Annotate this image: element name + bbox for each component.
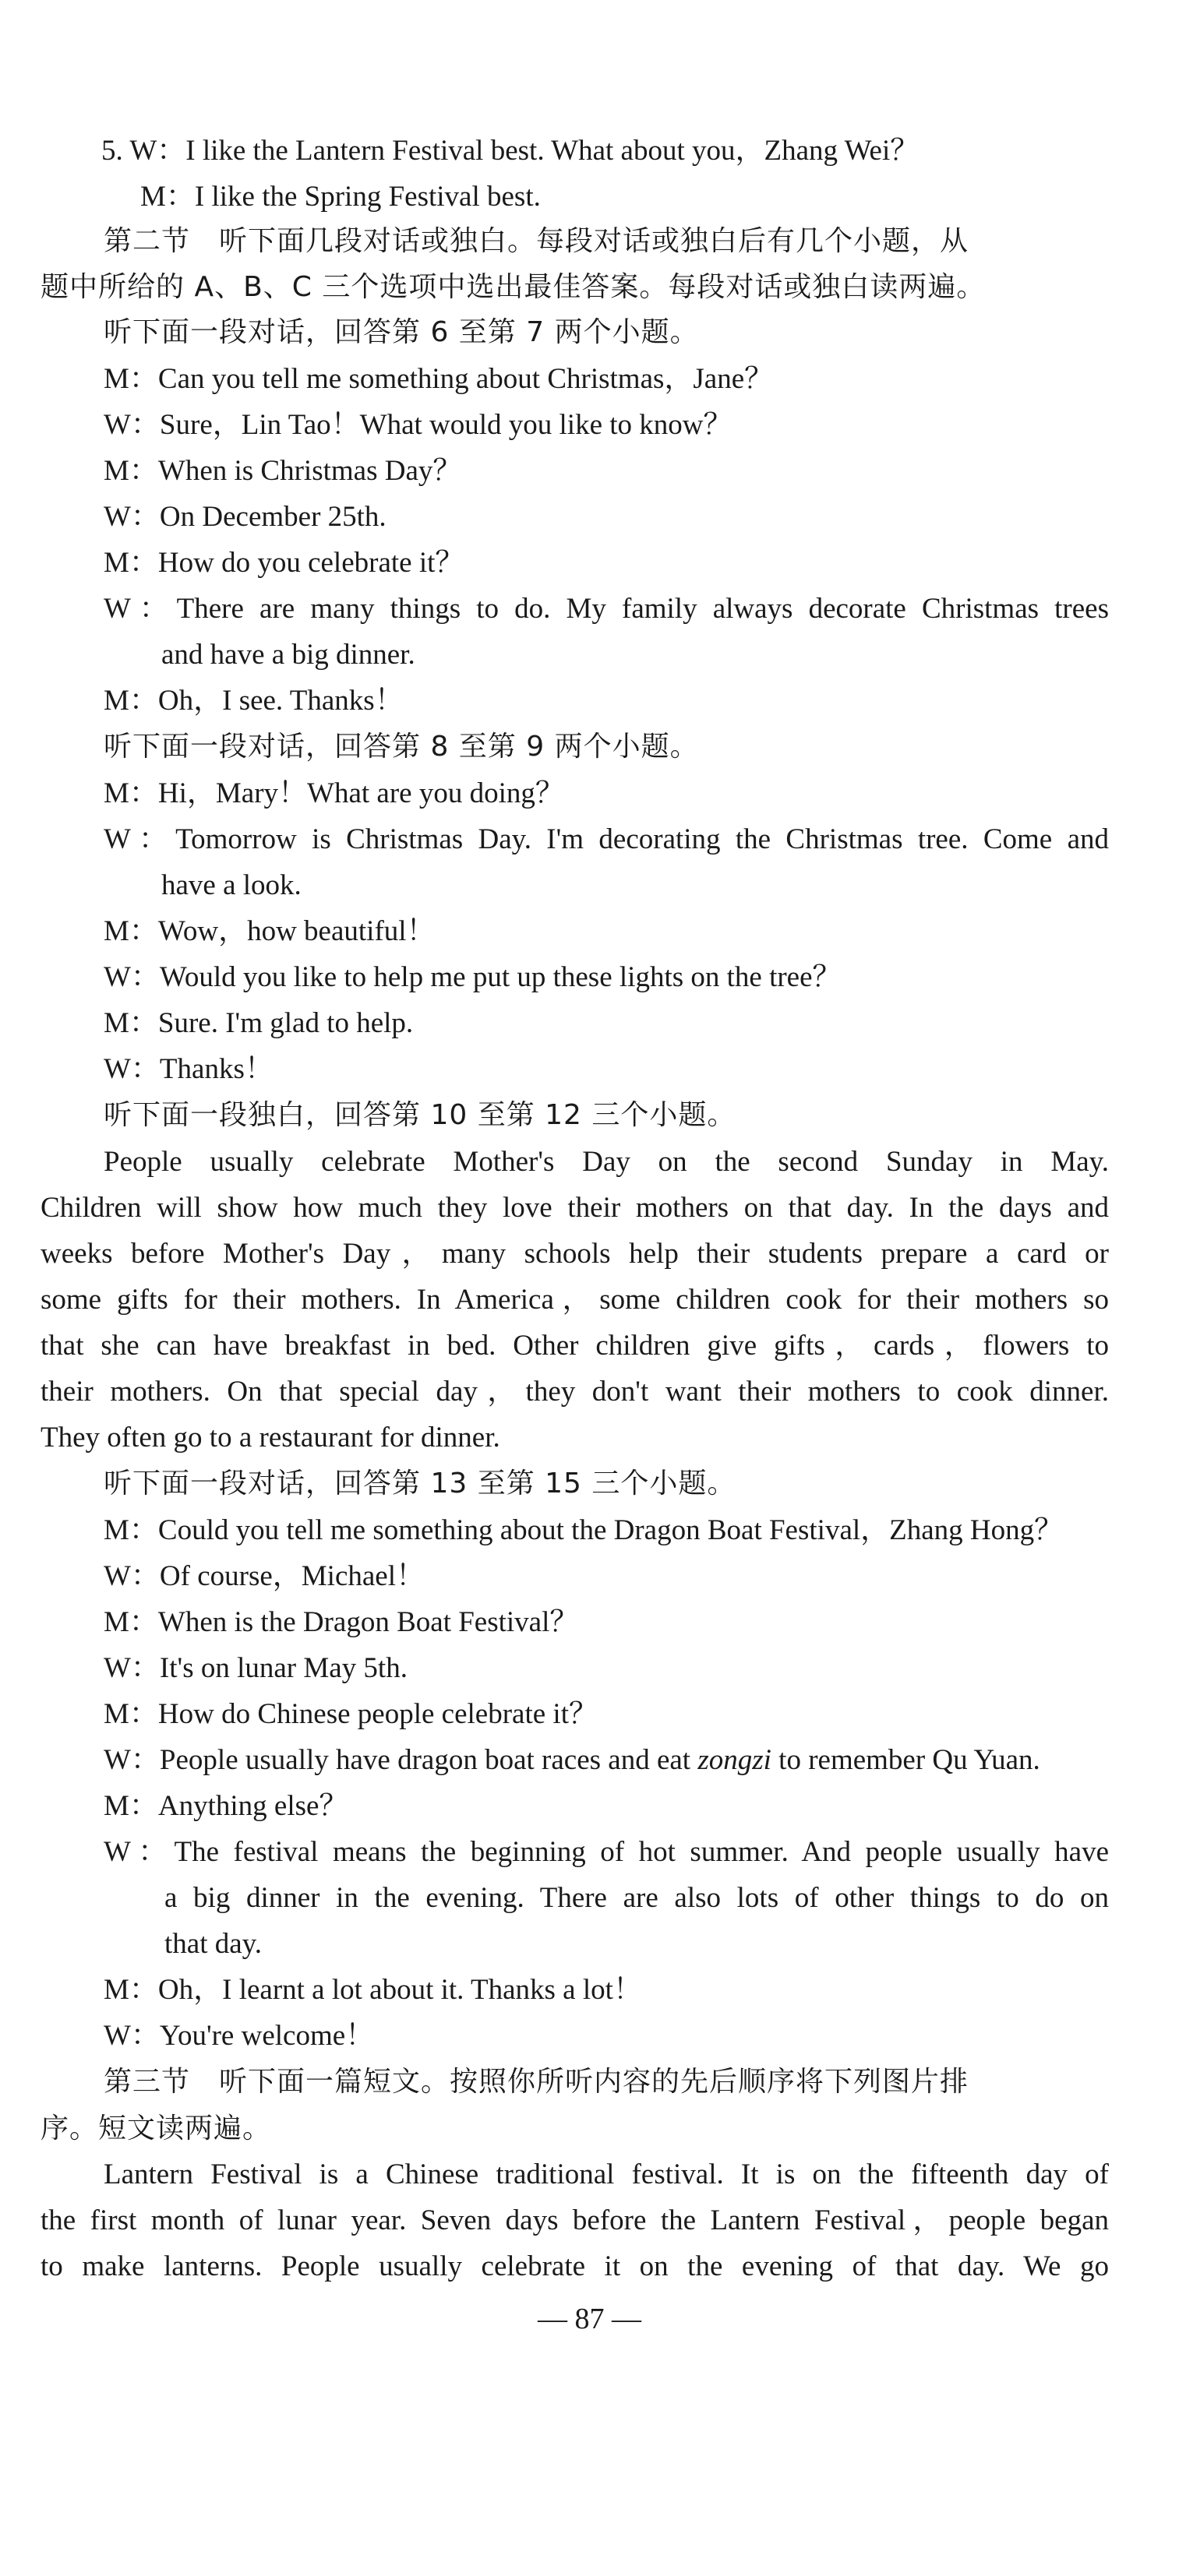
section-2-heading: 第二节 听下面几段对话或独白。每段对话或独白后有几个小题，从 [104,225,969,257]
dialogue-line: M：Sure. I'm glad to help. [104,1007,414,1039]
dialogue-line: W：It's on lunar May 5th. [104,1652,408,1684]
dialogue-line: M：Could you tell me something about the Dragon Boat Festival，Zhang Hong？ [104,1514,1064,1546]
dialogue-line-cont: a big dinner in the evening. There are also lots of other things to do on [164,1882,1109,1914]
section-3-heading: 第三节 听下面一篇短文。按照你所听内容的先后顺序将下列图片排 [104,2066,969,2098]
dialogue-line: M：Oh，I see. Thanks！ [104,685,404,717]
passage-line: Lantern Festival is a Chinese traditional festival. It is on the fifteenth day of [104,2158,1109,2190]
dialogue-line: M：Wow，how beautiful！ [104,915,436,947]
monologue-line: People usually celebrate Mother's Day on the second Sunday in May. [104,1146,1109,1178]
dialogue-line: M：Anything else？ [104,1790,348,1822]
dialogue-line: W：Tomorrow is Christmas Day. I'm decorating the Christmas tree. Come and [104,823,1109,855]
italic-word-zongzi: zongzi [697,1744,771,1776]
passage-line: the first month of lunar year. Seven days before the Lantern Festival，people began [41,2204,1109,2236]
dialogue-text: to remember Qu Yuan. [771,1744,1040,1776]
dialogue-line: M：Oh，I learnt a lot about it. Thanks a lot！ [104,1974,642,2006]
section-2-heading-cont: 题中所给的 A、B、C 三个选项中选出最佳答案。每段对话或独白读两遍。 [41,271,986,303]
dialogue-line: M：When is the Dragon Boat Festival？ [104,1606,579,1638]
dialogue-line: M：When is Christmas Day？ [104,455,462,487]
monologue-line: Children will show how much they love their mothers on that day. In the days and [41,1192,1109,1224]
passage-line: to make lanterns. People usually celebrate it on the evening of that day. We go [41,2250,1109,2282]
section-3-heading-cont: 序。短文读两遍。 [41,2113,272,2144]
instruction-q13-15: 听下面一段对话，回答第 13 至第 15 三个小题。 [104,1468,736,1499]
dialogue-line: W：Of course，Michael！ [104,1560,425,1592]
instruction-q10-12: 听下面一段独白，回答第 10 至第 12 三个小题。 [104,1099,736,1131]
dialogue-line: W：You're welcome！ [104,2020,375,2052]
monologue-line: They often go to a restaurant for dinner. [41,1422,500,1454]
monologue-line: their mothers. On that special day，they don't want their mothers to cook dinner. [41,1376,1109,1408]
dialogue-line: W：The festival means the beginning of hot summer. And people usually have [104,1836,1109,1868]
monologue-line: some gifts for their mothers. In America，some children cook for their mothers so [41,1284,1109,1316]
monologue-line: weeks before Mother's Day，many schools help their students prepare a card or [41,1238,1109,1270]
dialogue-line: W：Would you like to help me put up these lights on the tree？ [104,961,842,993]
line-dialogue-5-w: 5. W：I like the Lantern Festival best. What about you，Zhang Wei？ [101,135,920,167]
line-dialogue-5-m: M：I like the Spring Festival best. [140,181,541,213]
dialogue-line: M：How do you celebrate it？ [104,547,464,579]
dialogue-line: M：Can you tell me something about Christmas，Jane？ [104,363,774,395]
monologue-line: that she can have breakfast in bed. Other children give gifts，cards，flowers to [41,1330,1109,1362]
dialogue-line-cont: and have a big dinner. [161,639,415,671]
dialogue-line-cont: have a look. [161,869,302,901]
dialogue-line [104,1743,1040,1778]
dialogue-text: W：People usually have dragon boat races and eat [104,1744,698,1776]
dialogue-line: M：Hi，Mary！What are you doing？ [104,777,564,809]
dialogue-line: W：Thanks！ [104,1053,274,1085]
instruction-q8-9: 听下面一段对话，回答第 8 至第 9 两个小题。 [104,731,699,763]
page-number: — 87 — [538,2303,641,2335]
dialogue-line: W：On December 25th. [104,501,387,533]
dialogue-line: W：Sure，Lin Tao！What would you like to know？ [104,409,732,441]
dialogue-line: M：How do Chinese people celebrate it？ [104,1698,598,1730]
instruction-q6-7: 听下面一段对话，回答第 6 至第 7 两个小题。 [104,316,699,348]
dialogue-line-cont: that day. [164,1928,263,1960]
dialogue-line: W：There are many things to do. My family always decorate Christmas trees [104,593,1109,625]
